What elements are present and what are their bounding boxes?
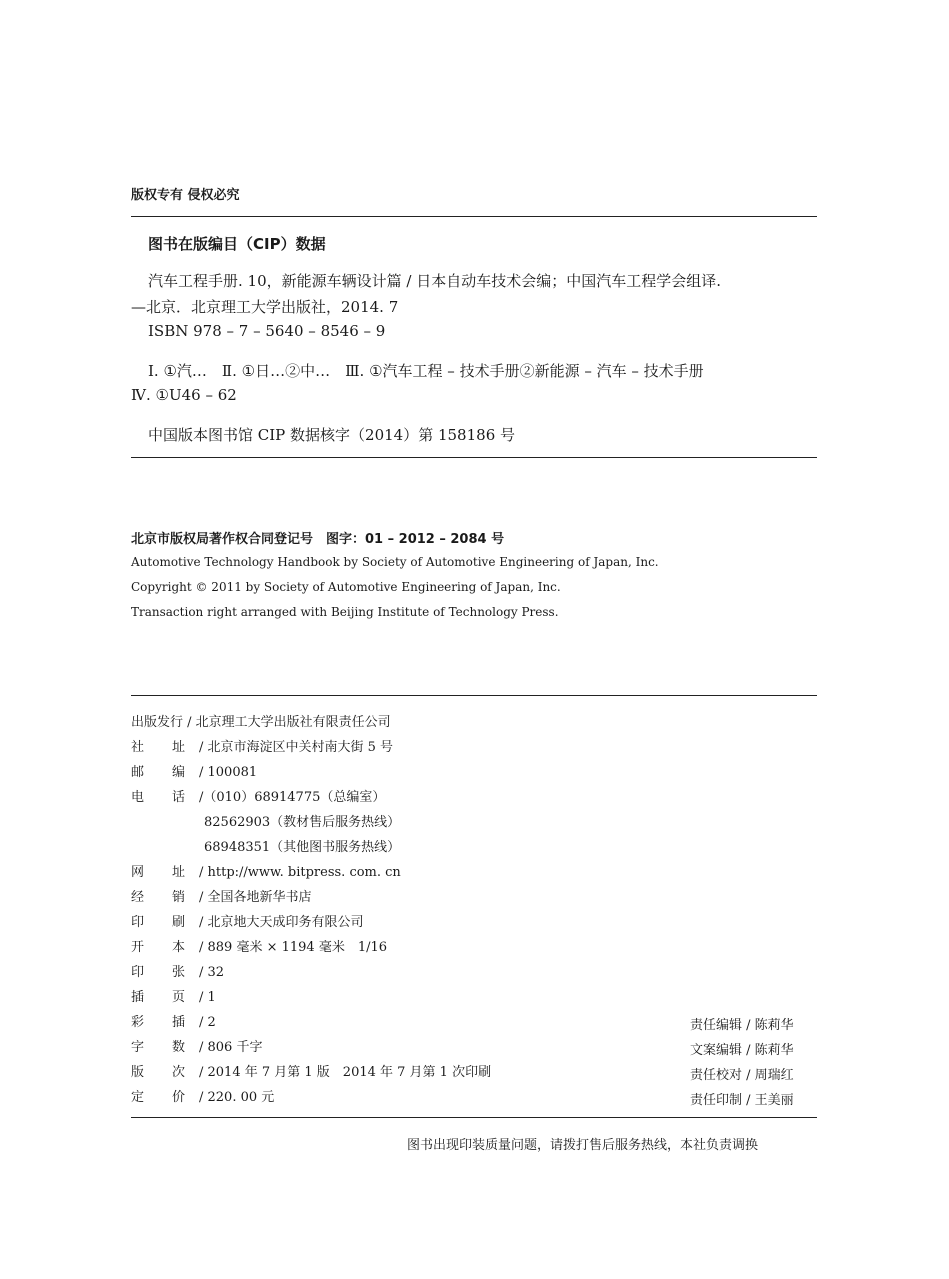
row-value: / 806 千字 <box>199 1040 263 1055</box>
row-label-2: 址 <box>172 865 186 880</box>
phone-extra-1: 82562903（教材售后服务热线） <box>204 815 401 830</box>
cip-line-2: —北京．北京理工大学出版社，2014. 7 <box>131 298 399 316</box>
row-value: / 2014 年 7 月第 1 版 2014 年 7 月第 1 次印刷 <box>199 1065 492 1080</box>
pub-row-inserts <box>131 986 216 1005</box>
cip-classification-1: Ⅰ. ①汽… Ⅱ. ①日…②中… Ⅲ. ①汽车工程 – 技术手册②新能源 – 汽车 – 技术手册 <box>148 362 704 380</box>
row-label-1: 电 <box>131 790 145 805</box>
pub-row-sheets <box>131 961 224 980</box>
row-value: / 100081 <box>199 765 258 780</box>
row-value: / 北京市海淀区中关村南大街 5 号 <box>199 740 394 755</box>
row-label-1: 邮 <box>131 765 145 780</box>
cip-classification-2: Ⅳ. ①U46 – 62 <box>131 386 237 404</box>
row-label-1: 印 <box>131 965 145 980</box>
credit-copy-editor: 文案编辑 / 陈莉华 <box>690 1043 794 1058</box>
row-label-2: 销 <box>172 890 186 905</box>
english-title-line: Automotive Technology Handbook by Society of Automotive Engineering of Japan, Inc. <box>131 555 659 569</box>
cip-heading: 图书在版编目（CIP）数据 <box>148 235 326 253</box>
row-label-2: 话 <box>172 790 186 805</box>
row-label-1: 版 <box>131 1065 145 1080</box>
pub-row-address <box>131 736 393 755</box>
row-label-2: 数 <box>172 1040 186 1055</box>
row-label-1: 插 <box>131 990 145 1005</box>
row-label-2: 次 <box>172 1065 186 1080</box>
credit-responsible-editor: 责任编辑 / 陈莉华 <box>690 1018 794 1033</box>
row-label-1: 定 <box>131 1090 145 1105</box>
row-value: / 全国各地新华书店 <box>199 890 312 905</box>
publisher-line: 出版发行 / 北京理工大学出版社有限责任公司 <box>131 715 391 730</box>
credit-print-manager: 责任印制 / 王美丽 <box>690 1093 794 1108</box>
row-value: / 1 <box>199 990 216 1005</box>
row-label-2: 价 <box>172 1090 186 1105</box>
cip-line-1: 汽车工程手册. 10，新能源车辆设计篇 / 日本自动车技术会编；中国汽车工程学会组译. <box>148 272 721 290</box>
footer-note: 图书出现印装质量问题，请拨打售后服务热线，本社负责调换 <box>407 1138 759 1153</box>
row-label-1: 经 <box>131 890 145 905</box>
row-label-1: 社 <box>131 740 145 755</box>
row-label-2: 本 <box>172 940 186 955</box>
pub-row-color-inserts <box>131 1011 216 1030</box>
copyright-notice: 版权专有 侵权必究 <box>131 188 240 203</box>
row-label-1: 彩 <box>131 1015 145 1030</box>
pub-row-distributor <box>131 886 312 905</box>
row-label-2: 址 <box>172 740 186 755</box>
copyright-registration: 北京市版权局著作权合同登记号 图字：01 – 2012 – 2084 号 <box>131 532 505 547</box>
row-label-2: 编 <box>172 765 186 780</box>
row-label-1: 字 <box>131 1040 145 1055</box>
divider-top <box>131 216 817 217</box>
english-copyright-line: Copyright © 2011 by Society of Automotive Engineering of Japan, Inc. <box>131 580 561 594</box>
row-label-1: 印 <box>131 915 145 930</box>
cip-number: 中国版本图书馆 CIP 数据核字（2014）第 158186 号 <box>148 426 516 444</box>
cip-isbn: ISBN 978 – 7 – 5640 – 8546 – 9 <box>148 322 386 340</box>
row-label-2: 页 <box>172 990 186 1005</box>
phone-extra-2: 68948351（其他图书服务热线） <box>204 840 401 855</box>
row-value: / 北京地大天成印务有限公司 <box>199 915 364 930</box>
divider-publishing-top <box>131 695 817 696</box>
row-label-2: 插 <box>172 1015 186 1030</box>
row-label-1: 网 <box>131 865 145 880</box>
row-value: / 2 <box>199 1015 216 1030</box>
pub-row-printer <box>131 911 364 930</box>
row-label-1: 开 <box>131 940 145 955</box>
row-value: / http://www. bitpress. com. cn <box>199 865 401 880</box>
pub-row-price <box>131 1086 274 1105</box>
pub-row-edition <box>131 1061 491 1080</box>
row-value: /（010）68914775（总编室） <box>199 790 386 805</box>
pub-row-website <box>131 861 401 880</box>
pub-row-postcode <box>131 761 257 780</box>
row-label-2: 刷 <box>172 915 186 930</box>
english-rights-line: Transaction right arranged with Beijing Institute of Technology Press. <box>131 605 559 619</box>
row-value: / 220. 00 元 <box>199 1090 275 1105</box>
row-value: / 32 <box>199 965 225 980</box>
pub-row-phone <box>131 786 385 805</box>
pub-row-word-count <box>131 1036 262 1055</box>
divider-cip-bottom <box>131 457 817 458</box>
credit-proofreader: 责任校对 / 周瑞红 <box>690 1068 794 1083</box>
divider-bottom <box>131 1117 817 1118</box>
pub-row-format <box>131 936 387 955</box>
row-label-2: 张 <box>172 965 186 980</box>
row-value: / 889 毫米 × 1194 毫米 1/16 <box>199 940 388 955</box>
